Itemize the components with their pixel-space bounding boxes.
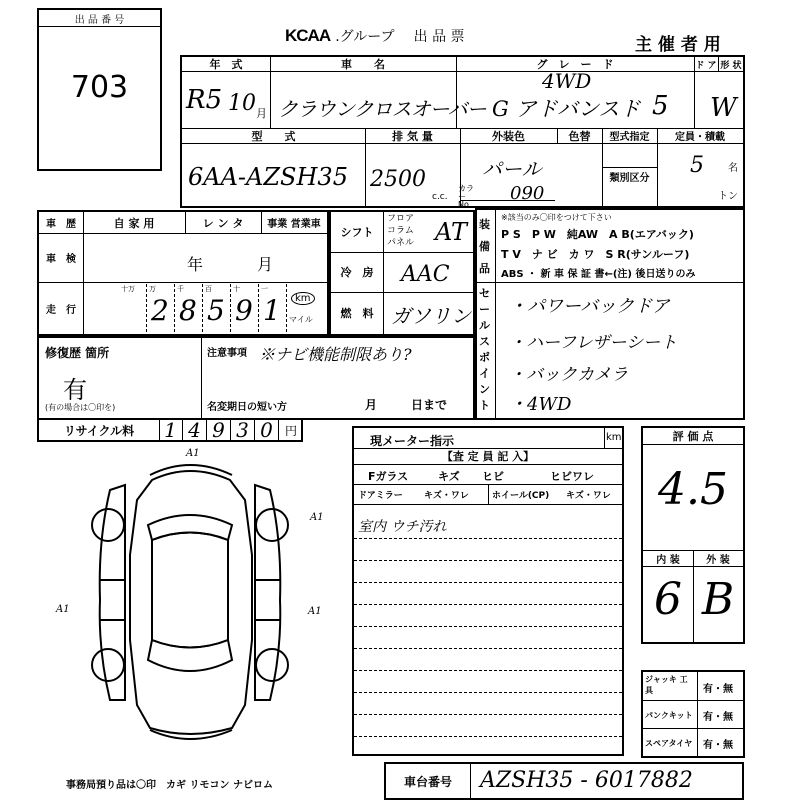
repair-grid bbox=[37, 336, 475, 420]
inspector-grid bbox=[352, 426, 624, 756]
mileage-digit-5 bbox=[259, 284, 287, 332]
car-rear-window bbox=[148, 640, 232, 671]
inspection-label: 車 検 bbox=[46, 254, 76, 265]
exterior-color-label: 外装色 bbox=[492, 129, 525, 143]
frame-number-value: AZSH35 - 6017882 bbox=[480, 768, 693, 793]
damage-mark-right-2: A1 bbox=[308, 606, 322, 617]
tool-spare-label: スペアタイヤ bbox=[645, 739, 693, 748]
doors-value: 5 bbox=[652, 91, 669, 121]
mileage-digit-value: 1 bbox=[263, 294, 281, 327]
car-right-side bbox=[255, 485, 280, 700]
equipment-row-3: ABS ・ 新 車 保 証 書←(注) 後日送りのみ bbox=[501, 269, 696, 280]
shift-value: AT bbox=[435, 218, 468, 246]
recycle-digit: 1 bbox=[159, 418, 183, 440]
organizer-label: 主 催 者 用 bbox=[635, 35, 721, 55]
mileage-digit-unit: 一 bbox=[261, 285, 268, 293]
mileage-digit-0 bbox=[119, 284, 147, 332]
memo-ruled-line bbox=[354, 736, 622, 737]
recycle-row bbox=[37, 418, 303, 442]
persons-unit: 名 bbox=[728, 163, 738, 174]
mirror-opt: キズ・ワレ bbox=[424, 491, 469, 501]
tools-box bbox=[641, 670, 745, 758]
office-items: 事務局預り品は〇印 カギ リモコン ナビロム bbox=[66, 780, 273, 791]
memo-ruled-line bbox=[354, 538, 622, 539]
grade-value: G アドバンスド bbox=[492, 97, 641, 121]
equipment-vertical-label: 装備品 bbox=[479, 218, 490, 275]
mileage-km-unit: km bbox=[291, 292, 315, 305]
sell-point-4: ・4WD bbox=[509, 394, 572, 415]
frame-number-box bbox=[384, 762, 744, 800]
overall-grade: 4.5 bbox=[658, 464, 728, 515]
brand-logo: KCAA bbox=[285, 26, 331, 45]
tool-jack-value: 有・無 bbox=[703, 684, 733, 695]
year-label: 年 式 bbox=[209, 58, 243, 71]
ac-label: 冷 房 bbox=[340, 266, 374, 279]
sell-point-2: ・ハーフレザーシート bbox=[509, 333, 678, 353]
grades-box bbox=[641, 426, 745, 644]
mileage-digit-value: 8 bbox=[179, 294, 197, 327]
sellpoint-vertical-label: セールスポイント bbox=[479, 287, 490, 412]
capacity-value: 5 bbox=[690, 153, 704, 178]
cert-day-label: 日まで bbox=[411, 398, 448, 412]
cert-month-label: 月 bbox=[365, 398, 378, 412]
recycle-digit: 3 bbox=[231, 418, 255, 440]
glass-crack-break: ヒビワレ bbox=[550, 470, 594, 483]
memo-ruled-line bbox=[354, 714, 622, 715]
mileage-digit-unit: 万 bbox=[149, 285, 156, 293]
header bbox=[285, 26, 525, 48]
tons-unit: トン bbox=[718, 191, 738, 202]
lot-number-box bbox=[37, 8, 162, 171]
fuel-label: 燃 料 bbox=[340, 307, 374, 320]
shift-column: コラム bbox=[387, 226, 414, 236]
frame-number-label: 車台番号 bbox=[403, 774, 452, 789]
color-change-label: 色替 bbox=[568, 129, 591, 143]
wheel-front-right bbox=[256, 509, 288, 541]
glass-crack: ヒビ bbox=[482, 470, 504, 483]
mileage-digit-unit: 十 bbox=[233, 285, 240, 293]
tool-kit-value: 有・無 bbox=[703, 712, 733, 723]
repair-value: 有 bbox=[63, 376, 87, 404]
inspector-memo: 室内 ウチ汚れ bbox=[358, 519, 447, 535]
mileage-digit-3 bbox=[203, 284, 231, 332]
recycle-digit: 4 bbox=[183, 418, 207, 440]
tool-kit-label: パンクキット bbox=[645, 711, 693, 720]
inspection-year-unit: 年 bbox=[187, 255, 204, 274]
shape-label: 形 状 bbox=[720, 60, 742, 71]
month-unit: 月 bbox=[256, 107, 267, 120]
wheel-front-left bbox=[92, 509, 124, 541]
front-bumper bbox=[150, 465, 232, 475]
wheel-rear-left bbox=[92, 649, 124, 681]
shape-value: W bbox=[710, 93, 737, 123]
model-value: 6AA-AZSH35 bbox=[188, 163, 348, 191]
mirror-label: ドアミラー bbox=[358, 491, 403, 501]
mileage-digit-2 bbox=[175, 284, 203, 332]
memo-ruled-line bbox=[354, 692, 622, 693]
repair-note: (有の場合は〇印を) bbox=[45, 403, 116, 412]
recycle-digits bbox=[159, 420, 283, 440]
memo-ruled-line bbox=[354, 626, 622, 627]
memo-ruled-line bbox=[354, 648, 622, 649]
mileage-digit-unit: 百 bbox=[205, 285, 212, 293]
drivetrain-grid bbox=[329, 210, 475, 336]
month-value: 10 bbox=[228, 91, 256, 116]
mileage-digit-value: 5 bbox=[207, 294, 225, 327]
car-body-outline bbox=[130, 471, 252, 734]
form-title: 出 品 票 bbox=[413, 29, 465, 45]
shift-label: シフト bbox=[340, 226, 374, 239]
model-label: 型 式 bbox=[251, 129, 296, 143]
shift-options bbox=[387, 213, 414, 249]
car-left-side bbox=[100, 485, 125, 700]
color-no-value: 090 bbox=[510, 183, 545, 204]
repair-label: 修復歴 箇所 bbox=[45, 346, 110, 360]
notes-label: 注意事項 bbox=[207, 348, 247, 359]
color-no-label: カラー No. bbox=[458, 184, 474, 209]
grade-header: 評 価 点 bbox=[672, 430, 714, 443]
lot-number: 703 bbox=[70, 70, 129, 105]
tool-spare-value: 有・無 bbox=[703, 740, 733, 751]
fuel-value: ガソリン bbox=[391, 304, 471, 328]
wheel-label: ホイール(CP) bbox=[492, 491, 550, 501]
meter-label: 現メーター指示 bbox=[370, 434, 455, 448]
history-private: 自 家 用 bbox=[113, 216, 155, 230]
car-windshield bbox=[148, 515, 232, 540]
mileage-mile-unit: マイル bbox=[289, 315, 313, 324]
exterior-label: 外 装 bbox=[706, 554, 730, 566]
memo-ruled-line bbox=[354, 560, 622, 561]
history-rental: レ ン タ bbox=[202, 216, 244, 230]
color-value: パール bbox=[482, 157, 542, 181]
mileage-digit-value: 2 bbox=[151, 294, 169, 327]
capacity-label: 定員・積載 bbox=[675, 132, 725, 143]
sell-point-1: ・パワーバックドア bbox=[509, 296, 670, 317]
tool-jack-label: ジャッキ 工 具 bbox=[645, 675, 688, 695]
wheel-rear-right bbox=[256, 649, 288, 681]
lot-number-label: 出 品 番 号 bbox=[39, 10, 160, 27]
mileage-digit-4 bbox=[231, 284, 259, 332]
shift-floor: フロア bbox=[387, 214, 415, 224]
category-label: 類別区分 bbox=[609, 172, 650, 184]
displacement-value: 2500 bbox=[370, 167, 426, 192]
displacement-label: 排 気 量 bbox=[392, 129, 433, 143]
damage-mark-right: A1 bbox=[310, 512, 324, 523]
make-label: 車 名 bbox=[341, 58, 385, 71]
recycle-label: リサイクル料 bbox=[63, 423, 135, 438]
mileage-label: 走 行 bbox=[46, 304, 76, 316]
glass-scratch: キズ bbox=[438, 470, 460, 483]
grade-top-value: 4WD bbox=[542, 69, 592, 93]
car-roof bbox=[152, 533, 228, 648]
doors-label: ド ア bbox=[695, 60, 717, 71]
mileage-digit-unit: 千 bbox=[177, 285, 184, 293]
interior-grade: 6 bbox=[654, 574, 682, 625]
equipment-grid bbox=[475, 208, 745, 420]
recycle-digit: 9 bbox=[207, 418, 231, 440]
cc-unit: c.c. bbox=[432, 192, 448, 202]
damage-mark-left: A1 bbox=[56, 604, 70, 615]
glass-label: Fガラス bbox=[368, 470, 409, 483]
recycle-digit: 0 bbox=[255, 418, 279, 440]
memo-ruled-line bbox=[354, 670, 622, 671]
yen-unit: 円 bbox=[285, 424, 298, 438]
meter-unit: km bbox=[606, 432, 622, 443]
cert-short-label: 名変期日の短い方 bbox=[207, 402, 287, 413]
equipment-row-2: T V ナ ビ カ ワ S R(サンルーフ) bbox=[501, 248, 690, 261]
mileage-digit-1 bbox=[147, 284, 175, 332]
history-grid bbox=[37, 210, 329, 336]
history-label: 車 歴 bbox=[46, 219, 76, 230]
memo-ruled-line bbox=[354, 604, 622, 605]
make-value: クラウンクロスオーバー bbox=[278, 97, 486, 121]
mileage-digit-value: 9 bbox=[235, 294, 253, 327]
interior-label: 内 装 bbox=[656, 554, 680, 566]
history-commercial: 事業 営業車 bbox=[267, 219, 321, 230]
wheel-opt: キズ・ワレ bbox=[566, 491, 611, 501]
mileage-digits bbox=[119, 284, 319, 332]
year-value: R5 bbox=[186, 85, 223, 115]
sell-point-3: ・バックカメラ bbox=[509, 365, 628, 385]
exterior-grade: B bbox=[701, 574, 735, 625]
inspection-month-unit: 月 bbox=[257, 255, 274, 274]
memo-ruled-line bbox=[354, 582, 622, 583]
ac-value: AAC bbox=[401, 262, 450, 287]
model-designation-label: 型式指定 bbox=[609, 132, 650, 143]
rear-bumper bbox=[150, 730, 232, 739]
grade-label: グ レ ー ド bbox=[536, 58, 614, 71]
equipment-row-1: P S P W 純AW A B(エアバック) bbox=[501, 228, 694, 241]
equipment-intro: ※該当のみ〇印をつけて下さい bbox=[501, 213, 612, 222]
inspector-section-label: 【査 定 員 記 入】 bbox=[441, 450, 535, 463]
shift-panel: パネル bbox=[387, 238, 415, 248]
group-label: .グループ bbox=[335, 29, 395, 45]
damage-mark-top: A1 bbox=[186, 448, 200, 459]
mileage-digit-unit: 十万 bbox=[121, 285, 135, 293]
notes-value: ※ナビ機能制限あり? bbox=[259, 345, 412, 364]
vehicle-info-grid bbox=[180, 55, 745, 208]
